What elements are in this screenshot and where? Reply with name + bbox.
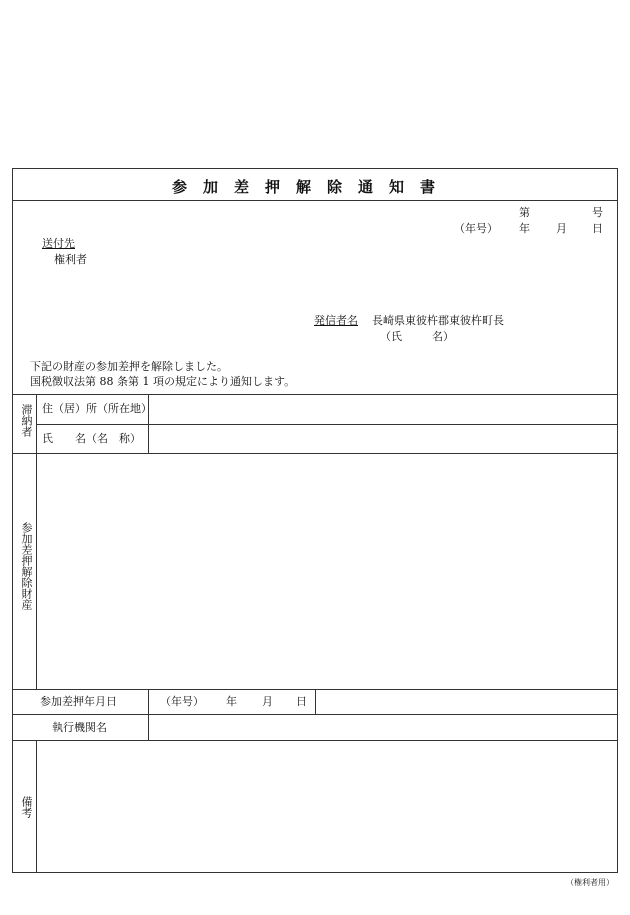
delinquent-label: 滞納者 [20, 404, 33, 437]
number-dai: 第 [519, 206, 530, 219]
date-row-month: 月 [262, 695, 273, 708]
address-label: 住（居）所（所在地） [42, 402, 152, 415]
date-row-era: （年号） [160, 695, 204, 708]
property-field[interactable] [37, 454, 617, 689]
message-line-2: 国税徴収法第 88 条第 1 項の規定により通知します。 [30, 375, 296, 388]
remarks-field[interactable] [37, 741, 617, 872]
date-label: 参加差押年月日 [40, 695, 117, 708]
date-row-day: 日 [296, 695, 307, 708]
date-day: 日 [592, 222, 603, 235]
delinquent-label-divider [36, 394, 37, 453]
sender-name: 長崎県東彼杵郡東彼杵町長 [372, 314, 504, 327]
property-label: 参加差押解除財産 [20, 522, 33, 610]
address-field[interactable] [149, 395, 617, 424]
sender-mei: 名） [432, 330, 454, 343]
date-year: 年 [519, 222, 530, 235]
recipient-name: 権利者 [54, 253, 87, 266]
sender-label: 発信者名 [314, 314, 358, 327]
footer-note: （権利者用） [566, 878, 614, 887]
date-month: 月 [556, 222, 567, 235]
date-extra-field[interactable] [316, 690, 617, 714]
remarks-label: 備考 [20, 796, 33, 818]
date-era: （年号） [454, 222, 498, 235]
title-divider [12, 200, 618, 201]
name-field[interactable] [149, 425, 617, 453]
recipient-label: 送付先 [42, 237, 75, 250]
number-go: 号 [592, 206, 603, 219]
agency-field[interactable] [149, 715, 617, 740]
sender-shi: （氏 [380, 330, 402, 343]
message-line-1: 下記の財産の参加差押を解除しました。 [30, 360, 228, 373]
form-title: 参加差押解除通知書 [172, 178, 452, 196]
agency-label: 執行機関名 [52, 721, 107, 734]
date-row-year: 年 [226, 695, 237, 708]
name-label: 氏 名（名 称） [42, 432, 141, 445]
